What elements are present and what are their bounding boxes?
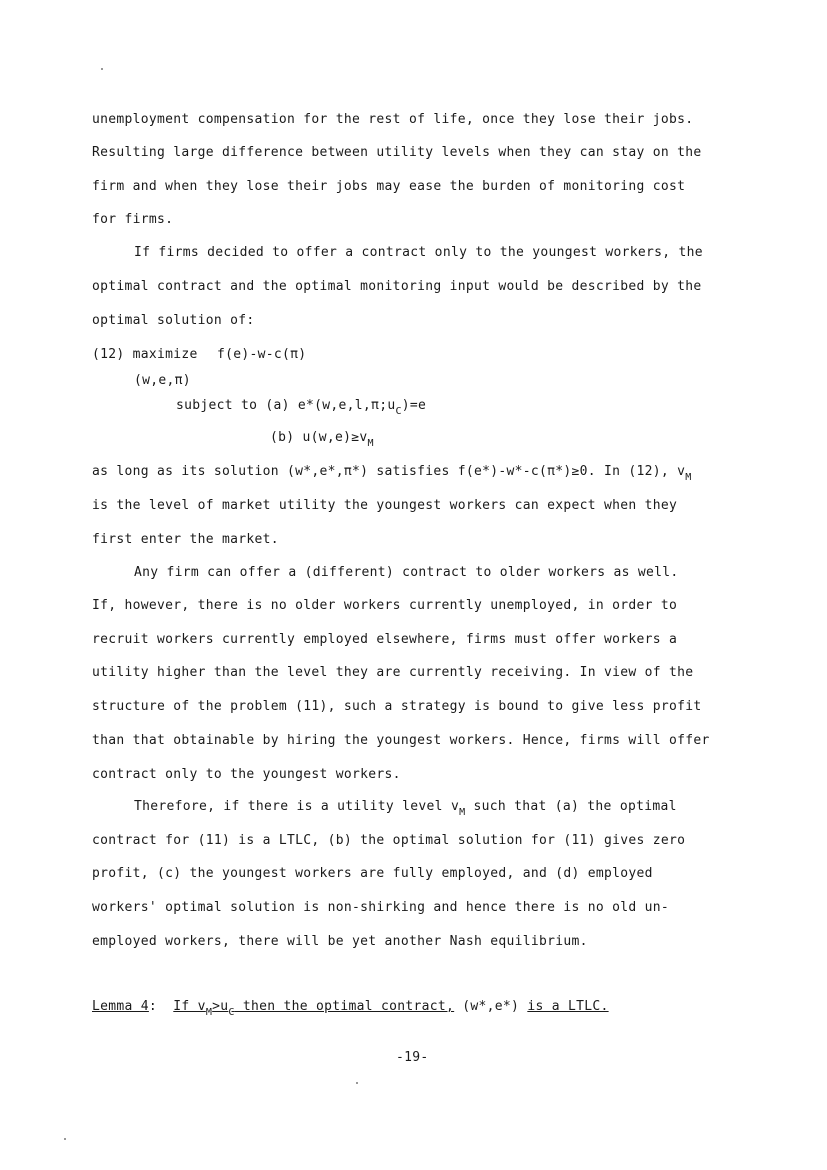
constraint-a-label: subject to (a) [176,398,290,413]
page-number: -19- [396,1050,429,1065]
paragraph-4-line-3: recruit workers currently employed elsewhere, firms must offer workers a [92,632,678,647]
lemma-end: is a LTLC. [527,999,609,1014]
paragraph-4-line-7: contract only to the youngest workers. [92,767,401,782]
constraint-a-end: )=e [401,398,427,413]
constraint-b-expr: u(w,e)≥v [302,430,368,445]
problem-objective: f(e)-w-c(π) [217,347,307,362]
lemma-tuple: (w*,e*) [462,999,520,1014]
paragraph-4-line-1: Any firm can offer a (different) contract to older workers as well. [134,565,679,580]
paragraph-1-line-4: for firms. [92,212,174,227]
constraint-a-subscript: C [395,406,402,417]
paragraph-2-line-1: If firms decided to offer a contract only to the youngest workers, the [134,245,703,260]
paragraph-3-line-2: is the level of market utility the youngest workers can expect when they [92,498,678,513]
paragraph-2-line-2: optimal contract and the optimal monitoring input would be described by the [92,279,702,294]
scan-speck [101,68,103,70]
paragraph-5-line-1 [134,799,677,816]
paragraph-5-line-5: employed workers, there will be yet another Nash equilibrium. [92,934,588,949]
paragraph-4-line-2: If, however, there is no older workers currently unemployed, in order to [92,598,678,613]
constraint-b-label: (b) [270,430,295,445]
paragraph-5-line-4: workers' optimal solution is non-shirking and hence there is no old un- [92,900,669,915]
paragraph-1-line-3: firm and when they lose their jobs may ease the burden of monitoring cost [92,179,686,194]
paragraph-5-line-2: contract for (11) is a LTLC, (b) the optimal solution for (11) gives zero [92,833,686,848]
paragraph-5-subscript: M [459,807,466,818]
constraint-b [270,430,374,447]
paragraph-4-line-6: than that obtainable by hiring the youngest workers. Hence, firms will offer [92,733,710,748]
paragraph-4-line-5: structure of the problem (11), such a strategy is bound to give less profit [92,699,702,714]
paragraph-3-line-1 [92,464,692,481]
lemma-text: then the optimal contract, [234,999,455,1014]
paragraph-3-subscript: M [685,472,692,483]
lemma-sub-m: M [205,1007,213,1018]
scan-speck [64,1138,66,1140]
problem-label: (12) maximize [92,347,198,362]
paragraph-5-line-1-b: such that (a) the optimal [465,799,677,814]
paragraph-1-line-1: unemployment compensation for the rest of life, once they lose their jobs. [92,112,694,127]
constraint-b-subscript: M [367,438,374,449]
paragraph-3-line-3: first enter the market. [92,532,279,547]
lemma-sub-c: C [228,1007,235,1018]
lemma-gt: >u [212,999,229,1014]
paragraph-3-line-1-text: as long as its solution (w*,e*,π*) satisfies f(e*)-w*-c(π*)≥0. In (12), v [92,464,686,479]
constraint-a-expr: e*(w,e,l,π;u [297,398,396,413]
scan-speck [356,1082,358,1084]
constraint-a [176,398,426,415]
lemma-if: If v [173,999,206,1014]
lemma-colon: : [148,999,158,1014]
lemma-condition [173,999,455,1018]
paragraph-5-line-3: profit, (c) the youngest workers are fully employed, and (d) employed [92,866,653,881]
lemma-4 [92,999,609,1016]
problem-variables: (w,e,π) [134,373,191,388]
paragraph-2-line-3: optimal solution of: [92,313,255,328]
lemma-label: Lemma 4 [92,999,149,1014]
paragraph-1-line-2: Resulting large difference between utility levels when they can stay on the [92,145,702,160]
paragraph-4-line-4: utility higher than the level they are currently receiving. In view of the [92,665,694,680]
paragraph-5-line-1-a: Therefore, if there is a utility level v [134,799,460,814]
